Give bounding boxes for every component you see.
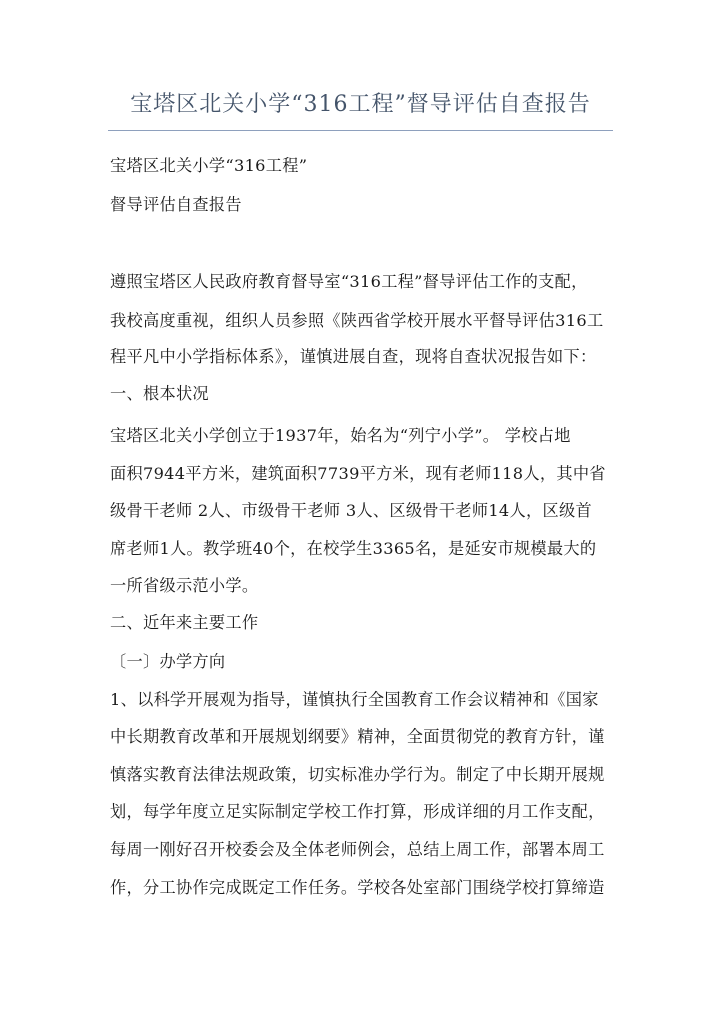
paragraph-line: 面积7944平方米，建筑面积7739平方米，现有老师118人，其中省 (110, 464, 606, 483)
paragraph-line: 作，分工协作完成既定工作任务。学校各处室部门围绕学校打算缔造 (110, 878, 605, 897)
section-heading: 一、根本状况 (110, 384, 209, 403)
paragraph-line: 级骨干老师 2人、市级骨干老师 3人、区级骨干老师14人，区级首 (110, 501, 592, 520)
subtitle-report: 督导评估自查报告 (110, 195, 242, 214)
paragraph-line: 每周一刚好召开校委会及全体老师例会，总结上周工作，部署本周工 (110, 840, 605, 859)
paragraph-line: 我校高度重视，组织人员参照《陕西省学校开展水平督导评估316工 (110, 311, 604, 330)
subtitle-school: 宝塔区北关小学“316工程” (110, 156, 308, 175)
section-heading: 二、近年来主要工作 (110, 613, 259, 632)
paragraph-line: 1、以科学开展观为指导，谨慎执行全国教育工作会议精神和《国家 (110, 690, 599, 709)
paragraph-line: 一所省级示范小学。 (110, 576, 259, 595)
paragraph-line: 中长期教育改革和开展规划纲要》精神，全面贯彻党的教育方针，谨 (110, 727, 605, 746)
document-title: 宝塔区北关小学“316工程”督导评估自查报告 (130, 92, 591, 117)
title-divider (108, 130, 613, 131)
paragraph-line: 程平凡中小学指标体系》，谨慎进展自查，现将自查状况报告如下： (110, 347, 597, 366)
subsection-heading: 〔一〕办学方向 (110, 652, 226, 671)
paragraph-line: 遵照宝塔区人民政府教育督导室“316工程”督导评估工作的支配， (110, 272, 588, 291)
paragraph-line: 划，每学年度立足实际制定学校工作打算，形成详细的月工作支配， (110, 802, 605, 821)
paragraph-line: 宝塔区北关小学创立于1937年，始名为“列宁小学”。 学校占地 (110, 426, 571, 445)
paragraph-line: 慎落实教育法律法规政策，切实标准办学行为。制定了中长期开展规 (110, 765, 605, 784)
paragraph-line: 席老师1人。教学班40个，在校学生3365名，是延安市规模最大的 (110, 539, 597, 558)
